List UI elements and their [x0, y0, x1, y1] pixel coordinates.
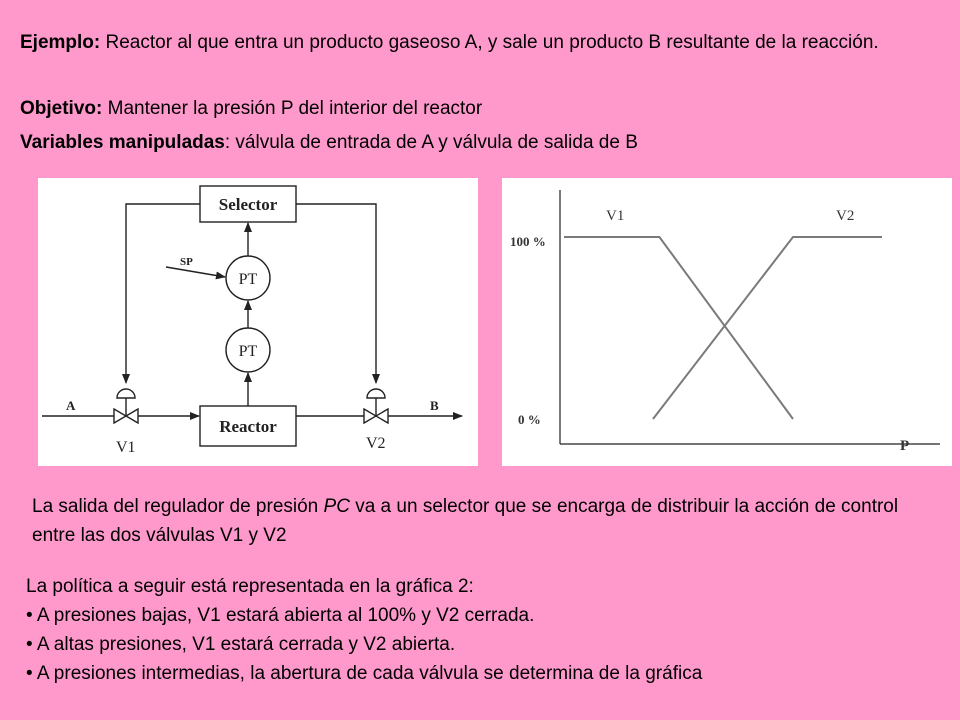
y-tick-0: 0 %	[518, 412, 541, 427]
selector-to-v1-line	[126, 204, 200, 383]
example-paragraph	[20, 26, 940, 60]
valve-opening-chart-panel	[502, 178, 952, 466]
reactor-label: Reactor	[219, 417, 277, 436]
description-paragraph	[32, 492, 932, 550]
policy-block	[26, 572, 936, 688]
valve-opening-chart	[502, 178, 952, 466]
pt-bottom-label: PT	[238, 343, 258, 360]
objective-paragraph	[20, 92, 482, 126]
policy-bullet-2	[26, 630, 936, 659]
policy-intro: La política a seguir está representada en la gráfica 2:	[26, 576, 474, 597]
series-v1-label: V1	[606, 208, 625, 224]
series-v2-line	[653, 237, 882, 419]
inlet-label: A	[66, 398, 76, 413]
v2-actuator	[367, 389, 385, 398]
valve2-label: V2	[366, 435, 386, 452]
selector-to-v2-line	[296, 204, 376, 383]
policy-bullet-text: A altas presiones, V1 estará cerrada y V2 abierta.	[36, 634, 456, 655]
example-text: Reactor al que entra un producto gaseoso A, y sale un producto B resultante de la reacción.	[105, 32, 879, 53]
variables-label: Variables manipuladas	[20, 132, 225, 153]
policy-bullet-text: A presiones intermedias, la abertura de cada válvula se determina de la gráfica	[36, 663, 703, 684]
series-v1-line	[564, 237, 793, 419]
description-pc: PC	[323, 496, 350, 517]
variables-text: : válvula de entrada de A y válvula de salida de B	[224, 132, 638, 153]
outlet-label: B	[430, 398, 439, 413]
y-tick-100: 100 %	[510, 234, 546, 249]
description-part2: va a un selector que se encarga de distribuir la acción de control entre las dos válvulas V1 y V2	[32, 496, 899, 546]
sp-label: SP	[180, 256, 193, 268]
objective-label: Objetivo:	[20, 98, 103, 119]
pt-top-label: PT	[238, 271, 258, 288]
process-diagram-panel	[38, 178, 478, 466]
policy-bullet-1	[26, 601, 936, 630]
sp-arrow	[166, 267, 225, 277]
objective-text: Mantener la presión P del interior del reactor	[107, 98, 483, 119]
policy-bullet-3	[26, 659, 936, 688]
v1-actuator	[117, 389, 135, 398]
bullet-dot: •	[26, 605, 33, 626]
policy-bullet-text: A presiones bajas, V1 estará abierta al 100% y V2 cerrada.	[36, 605, 535, 626]
description-part1: La salida del regulador de presión	[32, 496, 324, 517]
example-label: Ejemplo:	[20, 32, 101, 53]
process-diagram	[38, 178, 478, 466]
x-axis-label: P	[900, 438, 910, 454]
selector-label: Selector	[218, 195, 278, 214]
variables-paragraph	[20, 126, 638, 160]
series-v2-label: V2	[836, 208, 855, 224]
valve1-label: V1	[116, 439, 136, 456]
bullet-dot: •	[26, 663, 33, 684]
bullet-dot: •	[26, 634, 33, 655]
